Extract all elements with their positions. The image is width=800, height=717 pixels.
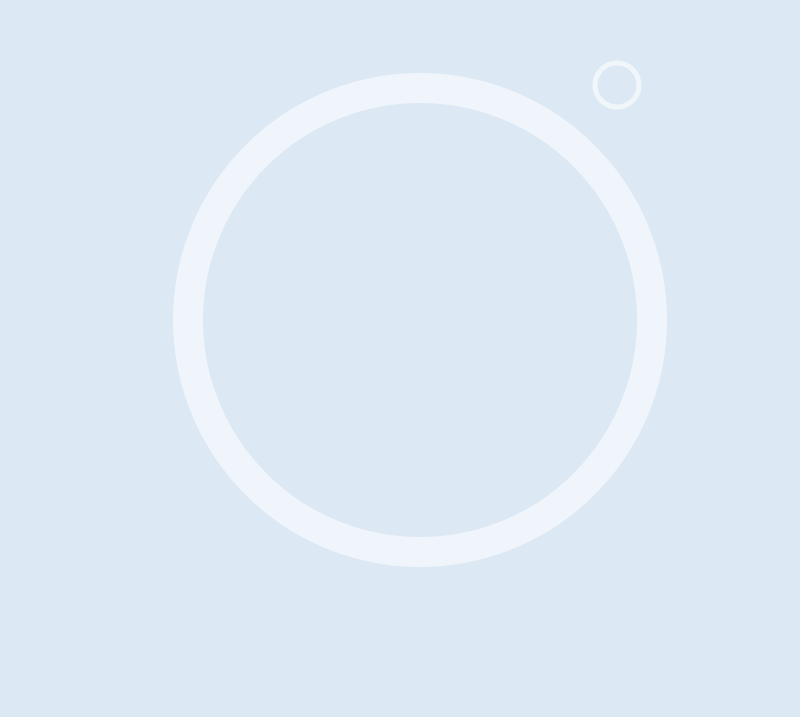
table-header <box>0 0 800 26</box>
order-instructions <box>0 650 800 717</box>
watermark-ring <box>188 88 652 552</box>
watermark-registered-circle <box>595 63 639 107</box>
